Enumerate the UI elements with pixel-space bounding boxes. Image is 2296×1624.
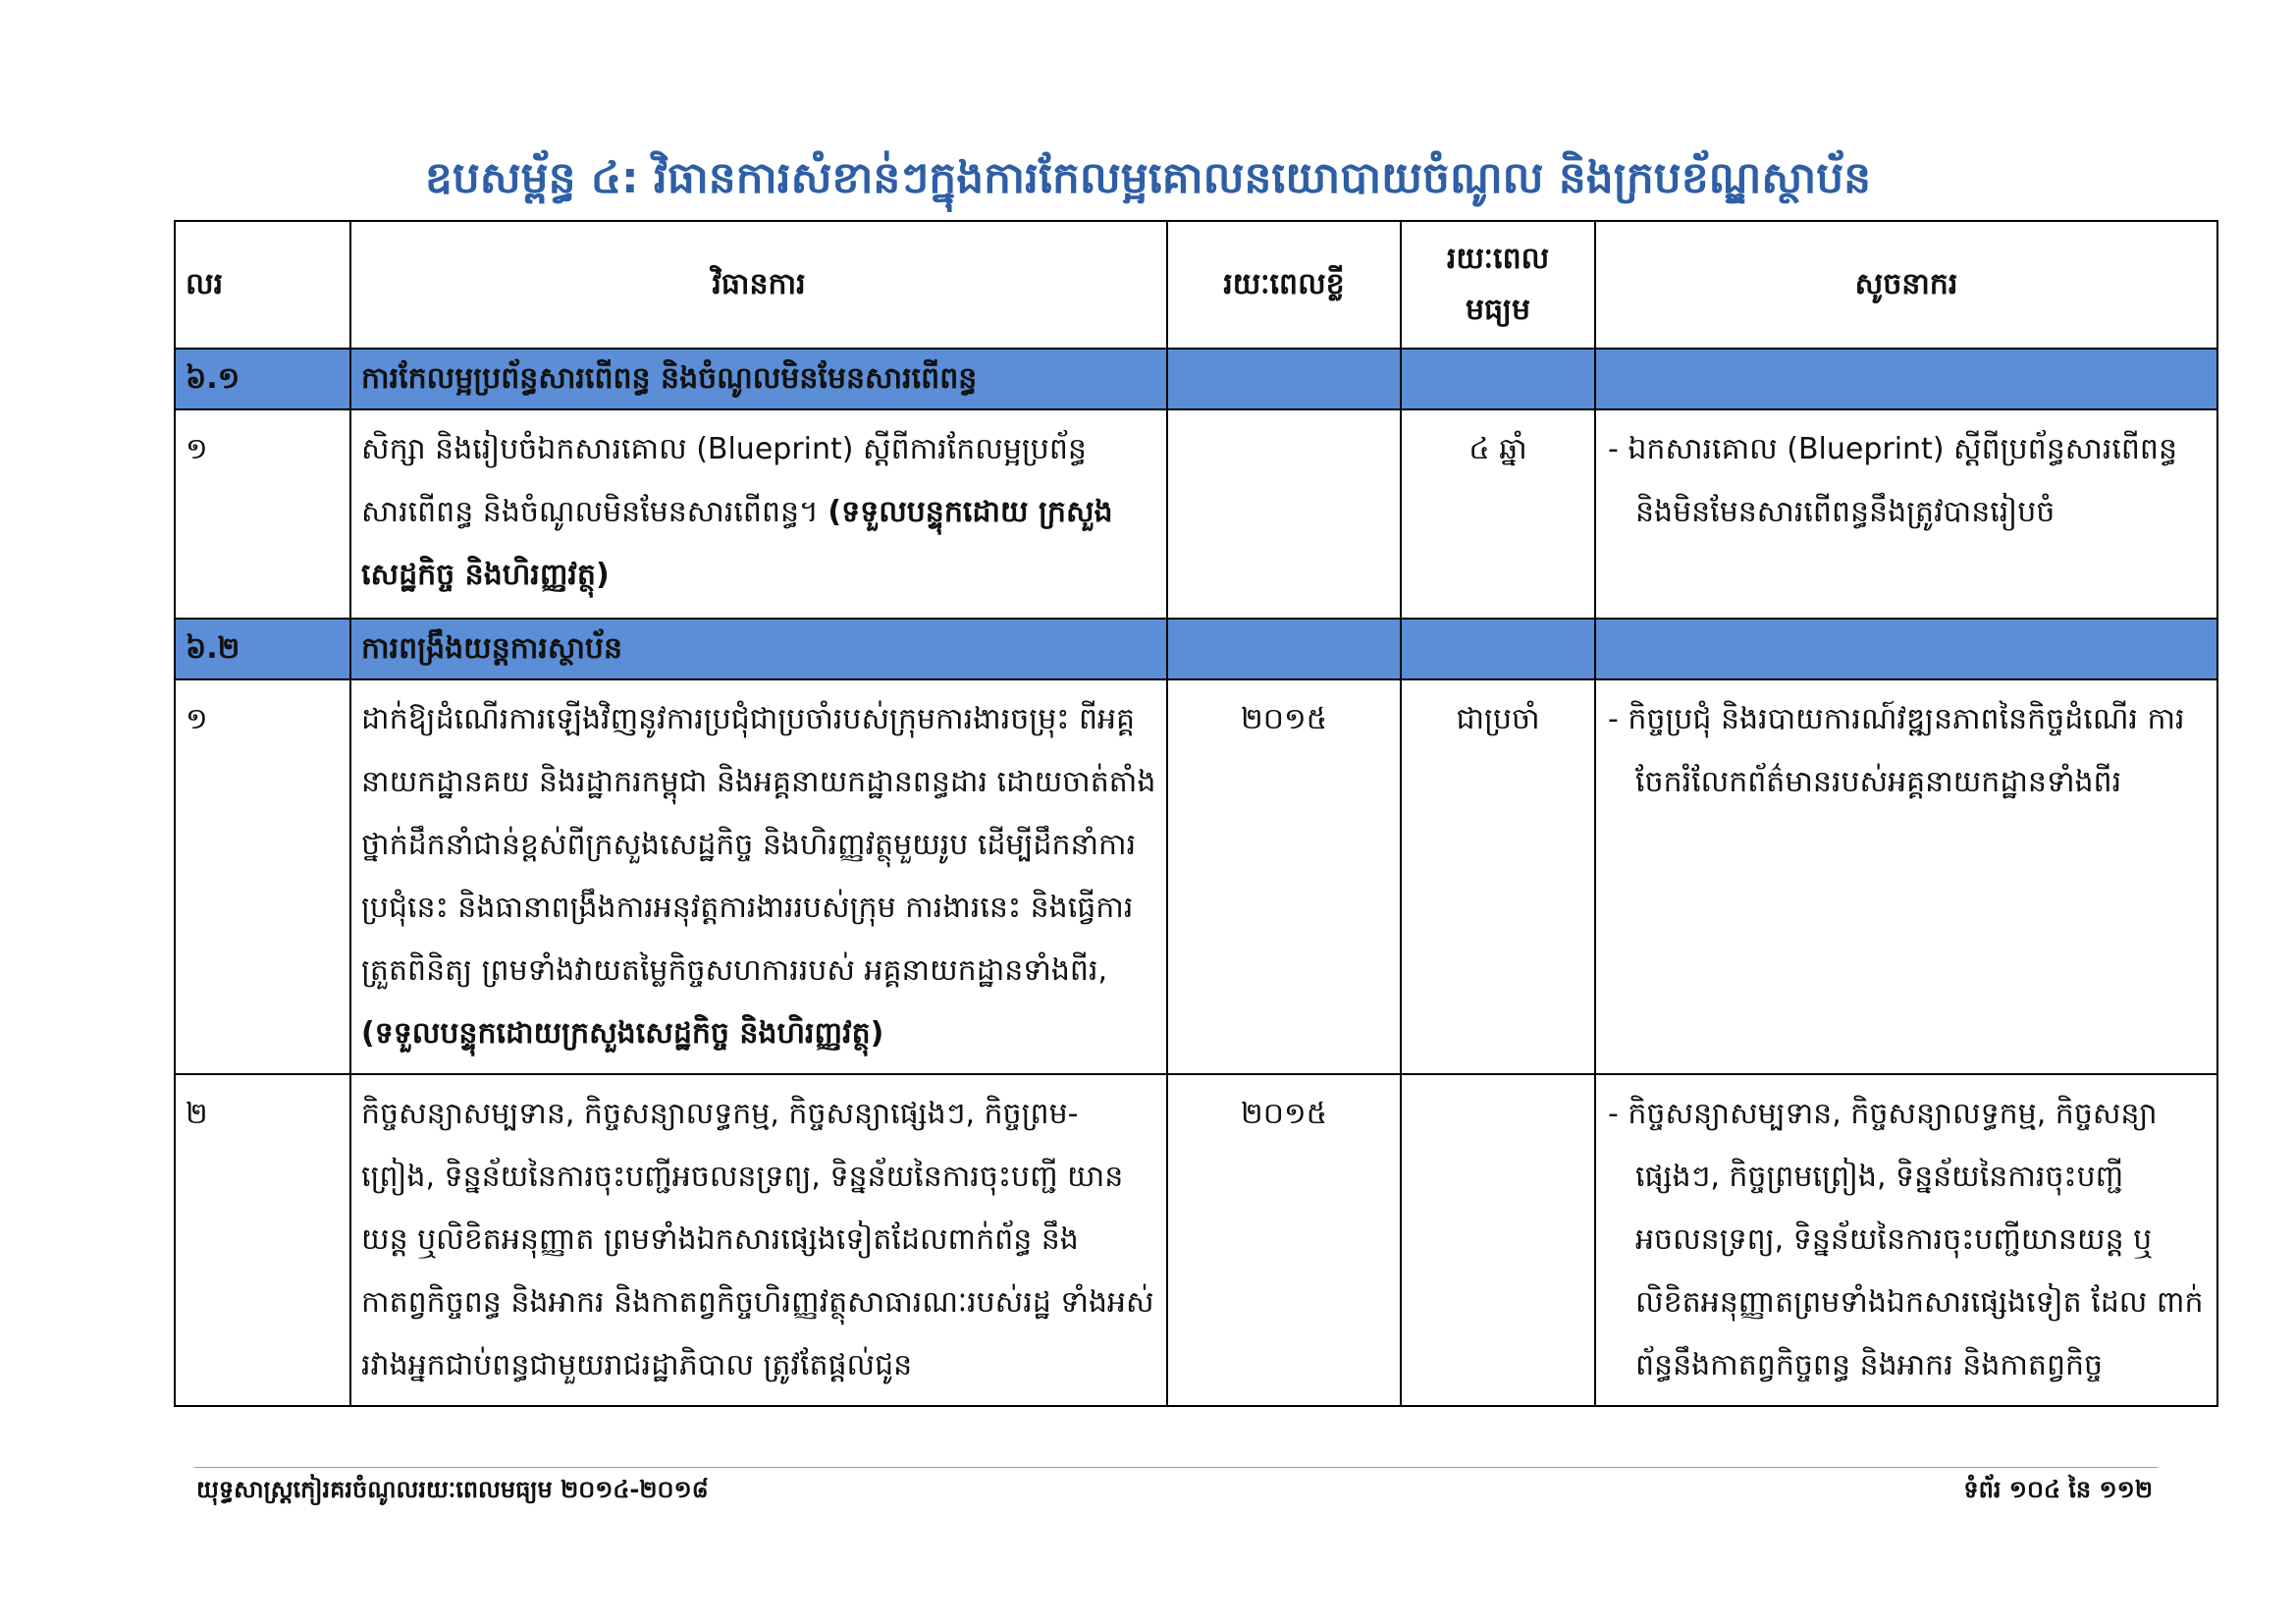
row-measure <box>350 1074 1167 1406</box>
row-short-term: ២០១៥ <box>1167 1074 1401 1406</box>
section-row <box>175 619 2217 679</box>
row-no: ២ <box>175 1074 350 1406</box>
table-row <box>175 679 2217 1074</box>
header-indicator: សូចនាករ <box>1595 221 2217 349</box>
header-medium-term: រយៈពេល មធ្យម <box>1401 221 1595 349</box>
footer-document-title: យុទ្ធសាស្ត្រកៀរគរចំណូលរយៈពេលមធ្យម ២០១៤-២០១៨ <box>196 1476 709 1503</box>
table-row <box>175 409 2217 619</box>
row-no: ១ <box>175 409 350 619</box>
header-no: លរ <box>175 221 350 349</box>
row-measure <box>350 409 1167 619</box>
row-medium-term: ជាប្រចាំ <box>1401 679 1595 1074</box>
table-row <box>175 1074 2217 1406</box>
row-medium-term <box>1401 1074 1595 1406</box>
section-code: ៦.១ <box>175 349 350 409</box>
section-row <box>175 349 2217 409</box>
section-title: ការពង្រឹងយន្តការស្ថាប័ន <box>350 619 1167 679</box>
responsible-text: (ទទួលបន្ទុកដោយ ក្រសួងសេដ្ឋកិច្ច និងហិរញ្ញវត្ថុ) <box>361 495 1113 592</box>
measure-text: សិក្សា និងរៀបចំឯកសារគោល (Blueprint) ស្តីពីការកែលម្អប្រព័ន្ធ សារពើពន្ធ និងចំណូលមិនមែនសារពើពន្ធ។ <box>361 432 1087 529</box>
header-measure: វិធានការ <box>350 221 1167 349</box>
section-code: ៦.២ <box>175 619 350 679</box>
measure-text: ដាក់ឱ្យដំណើរការឡើងវិញនូវការប្រជុំជាប្រចាំរបស់ក្រុមការងារចម្រុះ ពីអគ្គនាយកដ្ឋានគយ និងរដ្ឋាករកម្ពុជា និងអគ្គនាយកដ្ឋានពន្ធដារ ដោយចាត់តាំងថ្នាក់ដឹកនាំជាន់ខ្ពស់ពីក្រសួងសេដ្ឋកិច្ច និងហិរញ្ញវត្ថុមួយរូប ដើម្បីដឹកនាំការប្រជុំនេះ និងធានាពង្រឹងការអនុវត្តការងាររបស់ក្រុម ការងារនេះ និងធ្វើការត្រួតពិនិត្យ ព្រមទាំងវាយតម្លៃកិច្ចសហការរបស់ អគ្គនាយកដ្ឋានទាំងពីរ, <box>361 702 1156 988</box>
measure-text: កិច្ចសន្យាសម្បទាន, កិច្ចសន្យាលទ្ធកម្ម, កិច្ចសន្យាផ្សេងៗ, កិច្ចព្រម- ព្រៀង, ទិន្នន័យនៃការចុះបញ្ជីអចលនទ្រព្យ, ទិន្នន័យនៃការចុះបញ្ជី យានយន្ត ឬលិខិតអនុញ្ញាត ព្រមទាំងឯកសារផ្សេងទៀតដែលពាក់ព័ន្ធ នឹងកាតព្វកិច្ចពន្ធ និងអាករ និងកាតព្វកិច្ចហិរញ្ញវត្ថុសាធារណៈរបស់រដ្ឋ ទាំងអស់ រវាងអ្នកជាប់ពន្ធជាមួយរាជរដ្ឋាភិបាល ត្រូវតែផ្តល់ជូន <box>361 1097 1154 1382</box>
row-indicator: - កិច្ចសន្យាសម្បទាន, កិច្ចសន្យាលទ្ធកម្ម, កិច្ចសន្យា ផ្សេងៗ, កិច្ចព្រមព្រៀង, ទិន្នន័យនៃការចុះបញ្ជី អចលនទ្រព្យ, ទិន្នន័យនៃការចុះបញ្ជីយានយន្ត ឬ លិខិតអនុញ្ញាតព្រមទាំងឯកសារផ្សេងទៀត ដែល ពាក់ព័ន្ធនឹងកាតព្វកិច្ចពន្ធ និងអាករ និងកាតព្វកិច្ច <box>1595 1074 2217 1406</box>
page-title: ឧបសម្ព័ន្ធ ៤: វិធានការសំខាន់ៗក្នុងការកែលម្អគោលនយោបាយចំណូល និងក្របខ័ណ្ឌស្ថាប័ន <box>424 153 1872 203</box>
table-header-row <box>175 221 2217 349</box>
row-measure <box>350 679 1167 1074</box>
footer-divider <box>194 1467 2158 1468</box>
row-indicator: - កិច្ចប្រជុំ និងរបាយការណ៍វឌ្ឍនភាពនៃកិច្ចដំណើរ ការចែករំលែកព័ត៌មានរបស់អគ្គនាយកដ្ឋានទាំងពីរ <box>1595 679 2217 1074</box>
row-indicator: - ឯកសារគោល (Blueprint) ស្តីពីប្រព័ន្ធសារពើពន្ធ និងមិនមែនសារពើពន្ធនឹងត្រូវបានរៀបចំ <box>1595 409 2217 619</box>
header-short-term: រយៈពេលខ្លី <box>1167 221 1401 349</box>
row-medium-term: ៤ ឆ្នាំ <box>1401 409 1595 619</box>
row-short-term <box>1167 409 1401 619</box>
footer-page-number: ទំព័រ ១០៤ នៃ ១១២ <box>1963 1476 2153 1503</box>
row-short-term: ២០១៥ <box>1167 679 1401 1074</box>
measures-table <box>174 220 2218 1407</box>
section-title: ការកែលម្អប្រព័ន្ធសារពើពន្ធ និងចំណូលមិនមែនសារពើពន្ធ <box>350 349 1167 409</box>
row-no: ១ <box>175 679 350 1074</box>
responsible-text: (ទទួលបន្ទុកដោយក្រសួងសេដ្ឋកិច្ច និងហិរញ្ញវត្ថុ) <box>361 1016 884 1051</box>
